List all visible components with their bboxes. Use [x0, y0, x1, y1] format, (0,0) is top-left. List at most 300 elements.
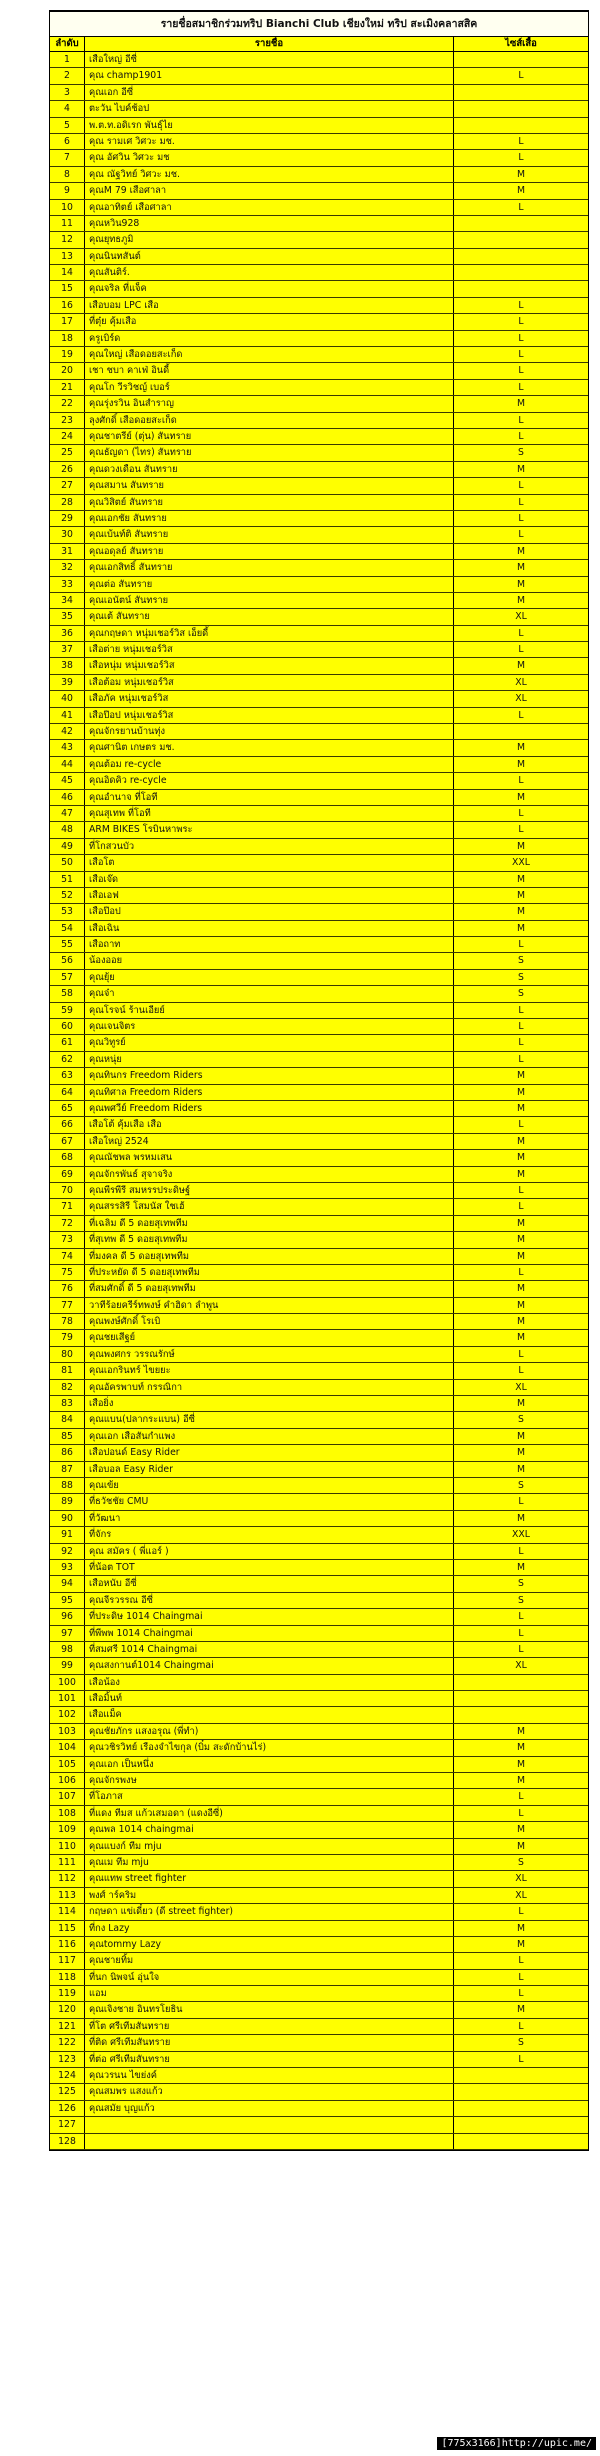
row-name: เสือแม็ค: [85, 1707, 454, 1722]
table-row: [50, 1822, 588, 1838]
table-row: [50, 1396, 588, 1412]
row-name: คุณพีรพีรี สมหรรประดิษฐ์: [85, 1183, 454, 1198]
table-row: [50, 1183, 588, 1199]
row-shirt-size: L: [518, 1365, 524, 1377]
row-name: กฤษดา แข่เดี๋ยว (ดี street fighter): [85, 1904, 454, 1919]
row-number: 103: [50, 1724, 85, 1739]
row-name: ลุงศักดิ์ เสือดอยสะเก็ด: [85, 413, 454, 428]
row-number: 17: [50, 314, 85, 329]
row-number: 112: [50, 1871, 85, 1886]
row-name: ครูเบิร์ด: [85, 331, 454, 346]
row-name: คุณดวงเดือน สันทราย: [85, 462, 454, 477]
row-shirt-size: S: [518, 1594, 524, 1606]
row-number: 119: [50, 1986, 85, 2001]
row-name: คุณM 79 เสือศาลา: [85, 183, 454, 198]
row-shirt-size: M: [516, 463, 526, 475]
row-number: 41: [50, 708, 85, 723]
table-row: [50, 200, 588, 216]
row-shirt-size: M: [516, 1840, 526, 1852]
row-number: 73: [50, 1232, 85, 1247]
row-shirt-size: M: [516, 906, 526, 918]
row-number: 123: [50, 2052, 85, 2067]
table-row: [50, 118, 588, 134]
table-row: [50, 495, 588, 511]
row-number: 118: [50, 1970, 85, 1985]
row-shirt-size: M: [516, 1316, 526, 1328]
row-shirt-size: [454, 1707, 588, 1722]
row-number: 97: [50, 1626, 85, 1641]
row-number: 64: [50, 1085, 85, 1100]
row-number: 29: [50, 511, 85, 526]
row-number: 69: [50, 1167, 85, 1182]
table-row: [50, 1511, 588, 1527]
row-name: คุณนินทสันต์: [85, 249, 454, 264]
row-name: คุณทิศาล Freedom Riders: [85, 1085, 454, 1100]
row-shirt-size: M: [516, 1775, 526, 1787]
row-shirt-size: [454, 2117, 588, 2132]
table-row: [50, 1003, 588, 1019]
row-shirt-size: M: [516, 1234, 526, 1246]
table-row: [50, 1888, 588, 1904]
row-shirt-size: L: [518, 1627, 524, 1639]
table-row: [50, 872, 588, 888]
row-shirt-size: XXL: [512, 857, 530, 869]
row-number: 106: [50, 1773, 85, 1788]
table-row: [50, 1839, 588, 1855]
row-name: คุณ รามเศ วิศวะ มช.: [85, 134, 454, 149]
table-row: [50, 2084, 588, 2100]
table-row: [50, 904, 588, 920]
table-header-row: [50, 37, 588, 52]
row-name: คุณพล 1014 chaingmai: [85, 1822, 454, 1837]
table-row: [50, 675, 588, 691]
table-row: [50, 577, 588, 593]
row-name: [85, 2117, 454, 2132]
row-name: ที่นก นิพจน์ อุ่นใจ: [85, 1970, 454, 1985]
row-name: ที่ติด ศรีเทีมสันทราย: [85, 2035, 454, 2050]
row-name: คุณสงกานต์1014 Chaingmai: [85, 1658, 454, 1673]
row-name: คุณพงษ์ศักดิ์ โรเบิ: [85, 1314, 454, 1329]
header-no: ลำดับ: [50, 37, 85, 51]
row-name: ที่สมศักดิ์ ดี 5 ดอยสุเทพทีม: [85, 1281, 454, 1296]
row-shirt-size: XL: [515, 1381, 527, 1393]
row-name: ที่จักร: [85, 1527, 454, 1542]
row-shirt-size: [454, 2101, 588, 2116]
row-shirt-size: L: [518, 1971, 524, 1983]
row-number: 1: [50, 52, 85, 67]
table-row: [50, 1953, 588, 1969]
row-number: 31: [50, 544, 85, 559]
row-name: ที่โกสวนบัว: [85, 839, 454, 854]
row-shirt-size: M: [516, 1430, 526, 1442]
row-number: 92: [50, 1544, 85, 1559]
row-name: คุณเอกชัย สันทราย: [85, 511, 454, 526]
row-shirt-size: M: [516, 660, 526, 672]
row-shirt-size: XL: [515, 1889, 527, 1901]
row-shirt-size: M: [516, 1152, 526, 1164]
row-number: 51: [50, 872, 85, 887]
table-row: [50, 1609, 588, 1625]
row-shirt-size: S: [518, 1578, 524, 1590]
table-row: [50, 429, 588, 445]
row-name: คุณกฤษดา หนุ่มเชอร์วิส เอ็ยดี้: [85, 626, 454, 641]
table-row: [50, 1937, 588, 1953]
row-name: เสือป๊อป: [85, 904, 454, 919]
row-number: 5: [50, 118, 85, 133]
row-shirt-size: L: [518, 1611, 524, 1623]
row-number: 72: [50, 1216, 85, 1231]
row-number: 125: [50, 2084, 85, 2099]
row-name: คุณแบงก์ ทีม mju: [85, 1839, 454, 1854]
row-name: พ.ต.ท.อดิเรก พันธุ์ไย: [85, 118, 454, 133]
row-name: เสือภัค หนุ่มเชอร์วิส: [85, 691, 454, 706]
row-name: ที่โต ศรีเทีมสันทราย: [85, 2019, 454, 2034]
row-number: 70: [50, 1183, 85, 1198]
row-name: คุณจ๋า: [85, 986, 454, 1001]
table-row: [50, 2068, 588, 2084]
row-name: เสือบอล Easy Rider: [85, 1462, 454, 1477]
row-number: 109: [50, 1822, 85, 1837]
row-name: คุณสรรสิรี โสมนัส ใชเฮ้: [85, 1199, 454, 1214]
row-number: 9: [50, 183, 85, 198]
row-number: 13: [50, 249, 85, 264]
row-number: 83: [50, 1396, 85, 1411]
row-shirt-size: M: [516, 1512, 526, 1524]
row-name: คุณเจนจิตร: [85, 1019, 454, 1034]
row-shirt-size: L: [518, 1037, 524, 1049]
table-row: [50, 2101, 588, 2117]
table-row: [50, 1642, 588, 1658]
row-shirt-size: L: [518, 1004, 524, 1016]
row-name: ที่โอภาส: [85, 1789, 454, 1804]
table-row: [50, 1150, 588, 1166]
row-shirt-size: S: [518, 2037, 524, 2049]
row-number: 102: [50, 1707, 85, 1722]
table-row: [50, 298, 588, 314]
row-number: 98: [50, 1642, 85, 1657]
row-shirt-size: L: [518, 414, 524, 426]
row-name: คุณ สมัคร ( พี่แอร์ ): [85, 1544, 454, 1559]
row-number: 19: [50, 347, 85, 362]
row-number: 76: [50, 1281, 85, 1296]
table-row: [50, 1101, 588, 1117]
row-number: 91: [50, 1527, 85, 1542]
table-row: [50, 953, 588, 969]
row-number: 87: [50, 1462, 85, 1477]
table-row: [50, 68, 588, 84]
row-shirt-size: L: [518, 1184, 524, 1196]
row-shirt-size: M: [516, 1725, 526, 1737]
row-name: คุณเต้ สันทราย: [85, 609, 454, 624]
row-shirt-size: L: [518, 201, 524, 213]
table-row: [50, 445, 588, 461]
row-name: เสือใหญ่ อีซี่: [85, 52, 454, 67]
row-shirt-size: M: [516, 1217, 526, 1229]
row-name: คุณหนุ่ย: [85, 1052, 454, 1067]
row-shirt-size: M: [516, 1922, 526, 1934]
row-name: ที่ประหยัด ดี 5 ดอยสุเทพทีม: [85, 1265, 454, 1280]
row-shirt-size: M: [516, 398, 526, 410]
table-row: [50, 101, 588, 117]
table-row: [50, 1199, 588, 1215]
row-shirt-size: L: [518, 152, 524, 164]
row-shirt-size: [454, 1675, 588, 1690]
table-row: [50, 1855, 588, 1871]
row-number: 61: [50, 1035, 85, 1050]
table-row: [50, 1724, 588, 1740]
table-row: [50, 1478, 588, 1494]
row-number: 66: [50, 1117, 85, 1132]
row-shirt-size: L: [518, 135, 524, 147]
table-row: [50, 1462, 588, 1478]
row-name: คุณโรจน์ ร้านเอียย์: [85, 1003, 454, 1018]
row-name: คุณใหญ่ เสือดอยสะเก็ด: [85, 347, 454, 362]
row-number: 2: [50, 68, 85, 83]
table-row: [50, 1019, 588, 1035]
row-name: คุณจริล ที่แจ็ค: [85, 281, 454, 296]
row-shirt-size: L: [518, 332, 524, 344]
row-name: คุณอำนาจ ที่โอที: [85, 790, 454, 805]
row-number: 75: [50, 1265, 85, 1280]
row-name: คุณเจิงชาย อินทรโยธิน: [85, 2002, 454, 2017]
row-shirt-size: L: [518, 496, 524, 508]
row-shirt-size: L: [518, 1496, 524, 1508]
table-row: [50, 52, 588, 68]
table-row: [50, 413, 588, 429]
row-number: 20: [50, 363, 85, 378]
row-name: คุณแบน(ปลากระแบน) อีซี่: [85, 1412, 454, 1427]
row-name: น้องออย: [85, 953, 454, 968]
row-number: 48: [50, 822, 85, 837]
row-shirt-size: L: [518, 529, 524, 541]
row-number: 30: [50, 527, 85, 542]
table-row: [50, 216, 588, 232]
row-name: คุณวชิรวิทย์ เรืองจำไขกุล (บิ๋ม สะดักบ้านไร่): [85, 1740, 454, 1755]
row-shirt-size: XL: [515, 676, 527, 688]
table-row: [50, 265, 588, 281]
row-shirt-size: M: [516, 1742, 526, 1754]
row-shirt-size: L: [518, 1545, 524, 1557]
row-shirt-size: M: [516, 889, 526, 901]
table-row: [50, 2134, 588, 2150]
table-row: [50, 2117, 588, 2133]
row-shirt-size: S: [518, 988, 524, 1000]
row-name: ที่ธวัชชัย CMU: [85, 1494, 454, 1509]
row-name: คุณวิทูรย์: [85, 1035, 454, 1050]
row-shirt-size: [454, 52, 588, 67]
table-row: [50, 560, 588, 576]
table-row: [50, 1707, 588, 1723]
row-number: 33: [50, 577, 85, 592]
row-number: 111: [50, 1855, 85, 1870]
table-row: [50, 937, 588, 953]
table-row: [50, 1560, 588, 1576]
row-name: คุณเอก เป็นหนึ่ง: [85, 1757, 454, 1772]
row-name: คุณเอกสิทธิ์ สันทราย: [85, 560, 454, 575]
table-row: [50, 1068, 588, 1084]
row-shirt-size: [454, 85, 588, 100]
table-row: [50, 1806, 588, 1822]
row-number: 117: [50, 1953, 85, 1968]
row-shirt-size: S: [518, 1479, 524, 1491]
row-number: 101: [50, 1691, 85, 1706]
row-number: 59: [50, 1003, 85, 1018]
row-name: คุณเอนัตน์ สันทราย: [85, 593, 454, 608]
row-shirt-size: M: [516, 1332, 526, 1344]
row-name: ที่พีพพ 1014 Chaingmai: [85, 1626, 454, 1641]
row-name: คุณ อัศวิน วิศวะ มช: [85, 150, 454, 165]
table-row: [50, 1412, 588, 1428]
table-row: [50, 740, 588, 756]
row-shirt-size: L: [518, 1643, 524, 1655]
table-row: [50, 150, 588, 166]
table-row: [50, 1445, 588, 1461]
row-shirt-size: L: [518, 349, 524, 361]
row-number: 115: [50, 1921, 85, 1936]
row-number: 53: [50, 904, 85, 919]
table-row: [50, 1330, 588, 1346]
row-shirt-size: M: [516, 758, 526, 770]
row-number: 44: [50, 757, 85, 772]
row-number: 126: [50, 2101, 85, 2116]
upic-watermark: [775x3166]http://upic.me/: [437, 2437, 596, 2450]
row-shirt-size: L: [518, 512, 524, 524]
table-row: [50, 1232, 588, 1248]
row-number: 4: [50, 101, 85, 116]
table-row: [50, 2019, 588, 2035]
row-shirt-size: L: [518, 381, 524, 393]
row-shirt-size: [454, 265, 588, 280]
table-row: [50, 773, 588, 789]
row-name: คุณสมาน สันทราย: [85, 478, 454, 493]
row-number: 68: [50, 1150, 85, 1165]
table-row: [50, 1134, 588, 1150]
table-row: [50, 1740, 588, 1756]
row-name: คุณชาตรีย์ (ตุ่น) สันทราย: [85, 429, 454, 444]
row-name: ตะวัน ไบค์ช้อป: [85, 101, 454, 116]
table-row: [50, 1904, 588, 1920]
row-number: 42: [50, 724, 85, 739]
row-number: 39: [50, 675, 85, 690]
table-row: [50, 986, 588, 1002]
row-number: 128: [50, 2134, 85, 2149]
row-shirt-size: S: [518, 955, 524, 967]
table-row: [50, 2002, 588, 2018]
table-row: [50, 1216, 588, 1232]
row-name: คุณพศวีย์ Freedom Riders: [85, 1101, 454, 1116]
row-number: 121: [50, 2019, 85, 2034]
row-number: 52: [50, 888, 85, 903]
row-shirt-size: M: [516, 1168, 526, 1180]
row-number: 78: [50, 1314, 85, 1329]
row-name: คุณtommy Lazy: [85, 1937, 454, 1952]
row-shirt-size: [454, 2084, 588, 2099]
row-shirt-size: [454, 118, 588, 133]
table-row: [50, 626, 588, 642]
row-shirt-size: [454, 281, 588, 296]
table-row: [50, 511, 588, 527]
row-number: 96: [50, 1609, 85, 1624]
row-name: เสือหนับ อีซี่: [85, 1576, 454, 1591]
row-number: 24: [50, 429, 85, 444]
row-name: คุณศานิต เกษตร มช.: [85, 740, 454, 755]
table-row: [50, 708, 588, 724]
table-row: [50, 691, 588, 707]
table-row: [50, 839, 588, 855]
row-shirt-size: M: [516, 840, 526, 852]
row-number: 81: [50, 1363, 85, 1378]
row-number: 113: [50, 1888, 85, 1903]
row-name: เสือหนุ่ม หนุ่มเชอร์วิส: [85, 658, 454, 673]
table-row: [50, 1380, 588, 1396]
row-name: คุณอาทิตย์ เสือศาลา: [85, 200, 454, 215]
sheet-title: รายชื่อสมาชิกร่วมทริป Bianchi Club เชียงใหม่ ทริป สะเมิงคลาสสิค: [50, 12, 588, 37]
row-name: เสือปอนด์ Easy Rider: [85, 1445, 454, 1460]
table-row: [50, 1167, 588, 1183]
row-shirt-size: XL: [515, 693, 527, 705]
row-shirt-size: L: [518, 939, 524, 951]
table-row: [50, 314, 588, 330]
row-number: 110: [50, 1839, 85, 1854]
row-name: คุณหวิน928: [85, 216, 454, 231]
row-name: คุณเอก เสือสันกำแพง: [85, 1429, 454, 1444]
row-name: คุณยุ้ย: [85, 970, 454, 985]
row-number: 56: [50, 953, 85, 968]
row-name: คุณสันติร์.: [85, 265, 454, 280]
row-name: แอม: [85, 1986, 454, 2001]
row-name: คุณสมพร แสงแก้ว: [85, 2084, 454, 2099]
row-name: ที่วัฒนา: [85, 1511, 454, 1526]
row-shirt-size: S: [518, 1414, 524, 1426]
table-row: [50, 1281, 588, 1297]
member-list-table: [49, 10, 589, 2151]
row-name: คุณเม ทีม mju: [85, 1855, 454, 1870]
row-shirt-size: L: [518, 1021, 524, 1033]
row-number: 114: [50, 1904, 85, 1919]
row-name: ที่กง Lazy: [85, 1921, 454, 1936]
table-row: [50, 85, 588, 101]
row-shirt-size: L: [518, 70, 524, 82]
header-name: รายชื่อ: [85, 37, 454, 51]
row-shirt-size: L: [518, 824, 524, 836]
row-shirt-size: XL: [515, 1660, 527, 1672]
row-number: 84: [50, 1412, 85, 1427]
row-name: คุณรุ่งรวิน อินสำราญ: [85, 396, 454, 411]
row-name: เสือเจ๊ด: [85, 872, 454, 887]
table-row: [50, 1576, 588, 1592]
table-row: [50, 757, 588, 773]
row-name: คุณอดุลย์ สันทราย: [85, 544, 454, 559]
row-name: คุณชยเสีฐย์: [85, 1330, 454, 1345]
row-shirt-size: L: [518, 807, 524, 819]
table-row: [50, 1347, 588, 1363]
row-name: เสือต่าย หนุ่มเชอร์วิส: [85, 642, 454, 657]
row-number: 50: [50, 855, 85, 870]
row-number: 89: [50, 1494, 85, 1509]
row-number: 94: [50, 1576, 85, 1591]
row-number: 74: [50, 1249, 85, 1264]
row-shirt-size: M: [516, 791, 526, 803]
row-name: ที่น้อต TOT: [85, 1560, 454, 1575]
row-name: ที่ต่อ ศรีเทีมสันทราย: [85, 2052, 454, 2067]
row-number: 35: [50, 609, 85, 624]
row-shirt-size: [454, 2134, 588, 2149]
table-row: [50, 183, 588, 199]
row-name: คุณพงศกร วรรณรักษ์: [85, 1347, 454, 1362]
table-row: [50, 1691, 588, 1707]
row-number: 122: [50, 2035, 85, 2050]
row-number: 99: [50, 1658, 85, 1673]
